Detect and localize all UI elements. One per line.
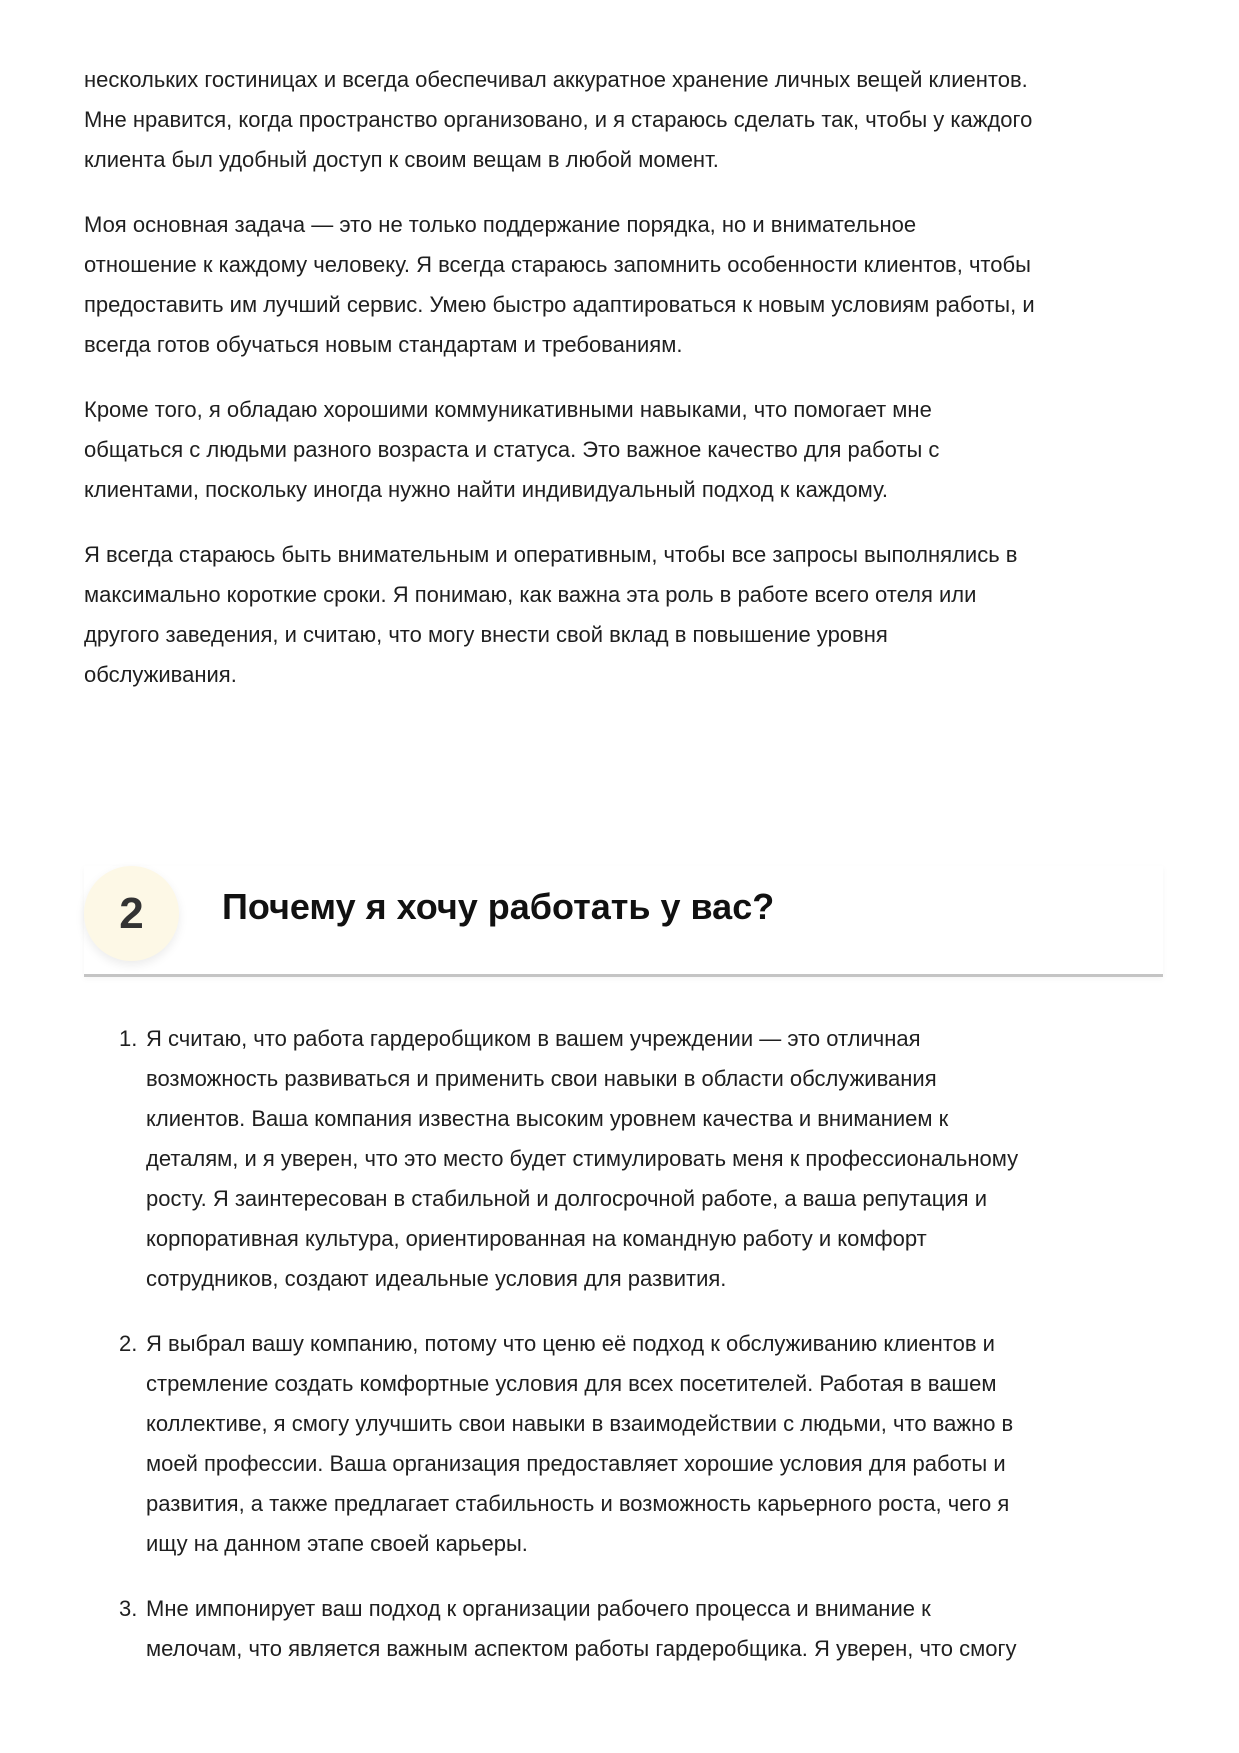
text-line: предоставить им лучший сервис. Умею быстро адаптироваться к новым условиям работы, и xyxy=(84,292,1035,317)
text-line: моей профессии. Ваша организация предоставляет хорошие условия для работы и xyxy=(146,1451,1006,1476)
intro-text xyxy=(84,60,1164,720)
text-line: клиентов. Ваша компания известна высоким уровнем качества и вниманием к xyxy=(146,1106,949,1131)
section-number-badge: 2 xyxy=(84,866,179,961)
text-line: возможность развиваться и применить свои навыки в области обслуживания xyxy=(146,1066,937,1091)
text-line: Я считаю, что работа гардеробщиком в вашем учреждении — это отличная xyxy=(146,1026,921,1051)
reasons-list xyxy=(84,1019,1164,1694)
list-number: 3. xyxy=(119,1596,138,1621)
paragraph xyxy=(84,205,1164,365)
list-number: 1. xyxy=(119,1026,138,1051)
text-line: Кроме того, я обладаю хорошими коммуникативными навыками, что помогает мне xyxy=(84,397,932,422)
text-line: коллективе, я смогу улучшить свои навыки в взаимодействии с людьми, что важно в xyxy=(146,1411,1014,1436)
text-line: сотрудников, создают идеальные условия для развития. xyxy=(146,1266,727,1291)
text-line: развития, а также предлагает стабильность и возможность карьерного роста, чего я xyxy=(146,1491,1010,1516)
text-line: деталям, и я уверен, что это место будет стимулировать меня к профессиональному xyxy=(146,1146,1019,1171)
paragraph xyxy=(84,60,1164,180)
text-line: отношение к каждому человеку. Я всегда стараюсь запомнить особенности клиентов, чтобы xyxy=(84,252,1031,277)
text-line: корпоративная культура, ориентированная на командную работу и комфорт xyxy=(146,1226,927,1251)
text-line: Мне импонирует ваш подход к организации рабочего процесса и внимание к xyxy=(146,1596,931,1621)
list-item xyxy=(84,1019,1164,1299)
section-title: Почему я хочу работать у вас? xyxy=(222,886,775,927)
text-line: Я всегда стараюсь быть внимательным и оперативным, чтобы все запросы выполнялись в xyxy=(84,542,1018,567)
text-line: Я выбрал вашу компанию, потому что ценю её подход к обслуживанию клиентов и xyxy=(146,1331,995,1356)
list-item xyxy=(84,1324,1164,1564)
text-line: другого заведения, и считаю, что могу внести свой вклад в повышение уровня xyxy=(84,622,888,647)
text-line: клиента был удобный доступ к своим вещам в любой момент. xyxy=(84,147,719,172)
text-line: росту. Я заинтересован в стабильной и долгосрочной работе, а ваша репутация и xyxy=(146,1186,987,1211)
text-line: обслуживания. xyxy=(84,662,237,687)
text-line: нескольких гостиницах и всегда обеспечивал аккуратное хранение личных вещей клиентов. xyxy=(84,67,1028,92)
text-line: общаться с людьми разного возраста и статуса. Это важное качество для работы с xyxy=(84,437,940,462)
section-header xyxy=(84,866,1163,977)
text-line: максимально короткие сроки. Я понимаю, как важна эта роль в работе всего отеля или xyxy=(84,582,977,607)
text-line: стремление создать комфортные условия для всех посетителей. Работая в вашем xyxy=(146,1371,997,1396)
list-number: 2. xyxy=(119,1331,138,1356)
text-line: всегда готов обучаться новым стандартам и требованиям. xyxy=(84,332,683,357)
paragraph xyxy=(84,535,1164,695)
text-line: клиентами, поскольку иногда нужно найти индивидуальный подход к каждому. xyxy=(84,477,888,502)
text-line: мелочам, что является важным аспектом работы гардеробщика. Я уверен, что смогу xyxy=(146,1636,1017,1661)
list-item xyxy=(84,1589,1164,1669)
text-line: ищу на данном этапе своей карьеры. xyxy=(146,1531,528,1556)
text-line: Мне нравится, когда пространство организовано, и я стараюсь сделать так, чтобы у каждого xyxy=(84,107,1033,132)
paragraph xyxy=(84,390,1164,510)
text-line: Моя основная задача — это не только поддержание порядка, но и внимательное xyxy=(84,212,917,237)
